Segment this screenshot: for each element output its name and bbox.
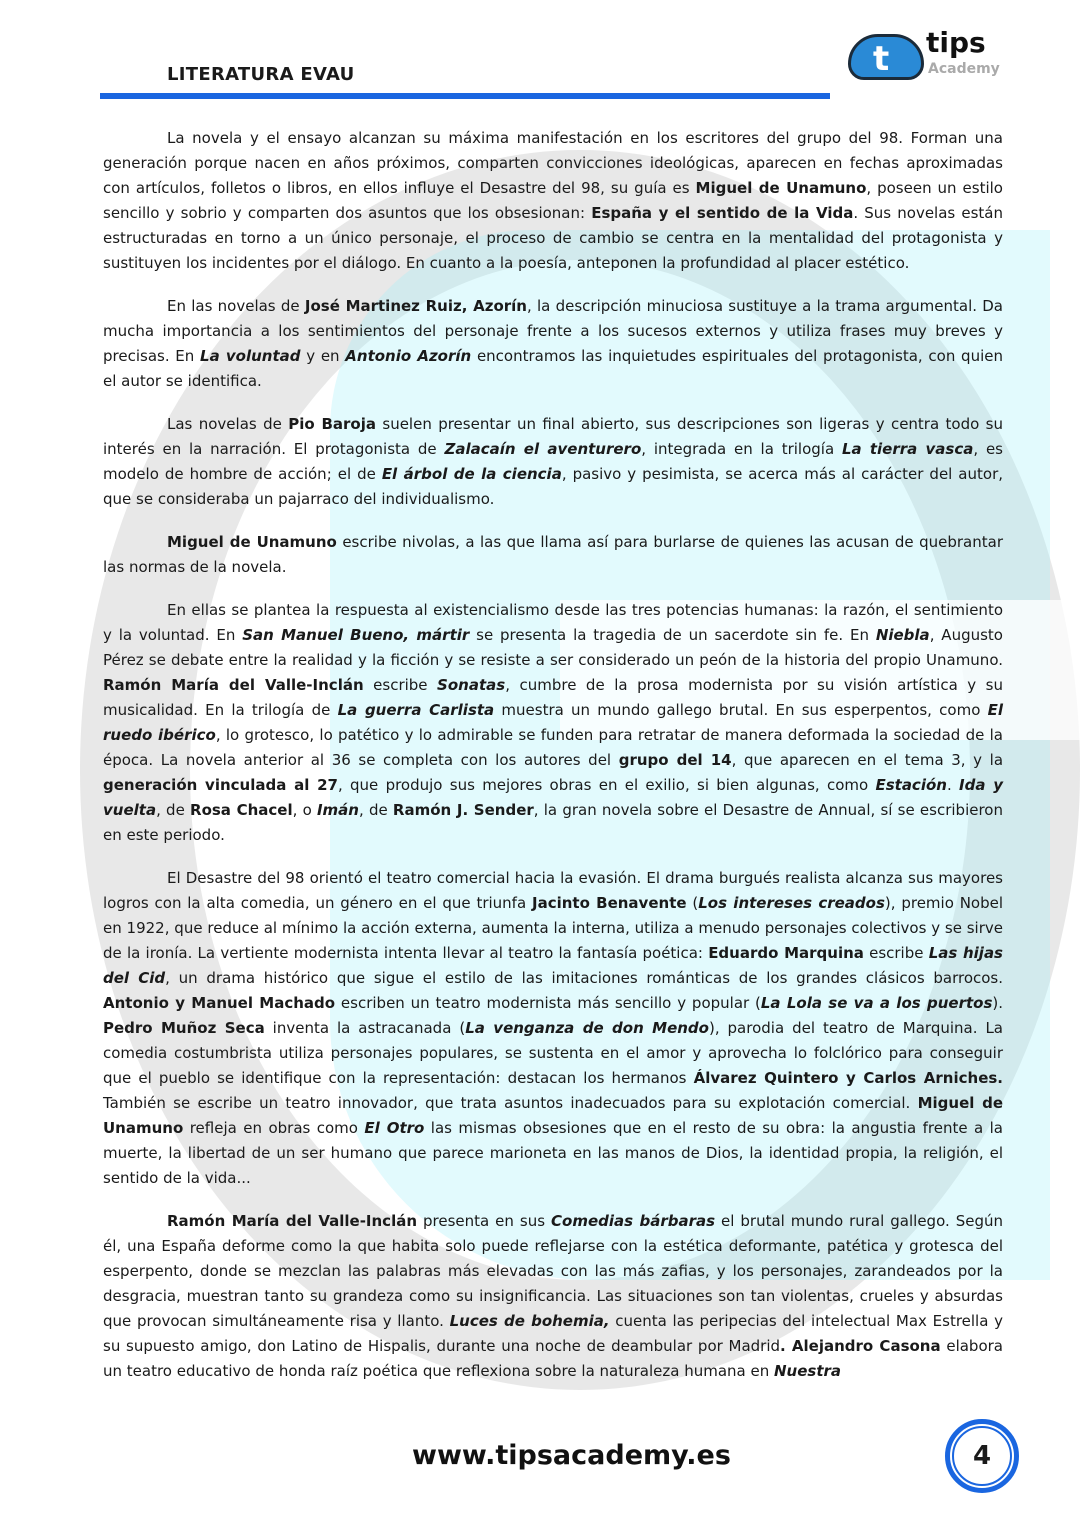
work-title: Imán — [316, 801, 359, 819]
work-title: Nuestra — [774, 1362, 842, 1380]
text-run: , poseen un estilo sencillo y sobrio y comparten dos asuntos que los obsesionan: — [103, 179, 1003, 222]
text-run: presenta en sus — [417, 1212, 551, 1230]
bold-term: . Alejandro Casona — [780, 1337, 941, 1355]
paragraph — [103, 598, 1003, 848]
text-run: suelen presentar un final abierto, sus descripciones son ligeras y centra todo su interés en la narración. El protagonista de — [103, 415, 1003, 458]
work-title: La tierra vasca — [841, 440, 974, 458]
bold-term: Miguel de Unamuno — [103, 1094, 1003, 1137]
paragraph — [103, 294, 1003, 394]
bold-term: Pedro Muñoz Seca — [103, 1019, 265, 1037]
work-title: El árbol de la ciencia — [381, 465, 562, 483]
text-run: se presenta la tragedia de un sacerdote sin fe. En — [469, 626, 876, 644]
text-run: escribe — [363, 676, 438, 694]
text-run: , que aparecen en el tema 3, y la — [731, 751, 1004, 769]
text-run: En las novelas de — [167, 297, 305, 315]
cloud-icon — [848, 34, 924, 80]
bold-term: generación vinculada al 27 — [103, 776, 338, 794]
text-run: refleja en obras como — [183, 1119, 365, 1137]
text-run: el brutal mundo rural gallego. Según él, una España deforme como la que habita solo puede reflejarse con la estética deformante, patética y grotesca del esperpento, donde se mezclan las palabras más elevadas con las más zafias, y los personajes, zarandeados por la desgracia, muestran tanto su grandeza como su insignificancia. Las situaciones son tan violentas, crueles y absurdas que provocan simultáneamente risa y llanto. — [103, 1212, 1004, 1330]
header-divider — [100, 93, 830, 99]
logo-subtext: Academy — [928, 61, 1000, 77]
text-run: muestra un mundo gallego brutal. En sus esperpentos, como — [494, 701, 988, 719]
text-run: El Desastre del 98 orientó el teatro comercial hacia la evasión. El drama burgués realista alcanza sus mayores logros con la alta comedia, un género en el que triunfa — [103, 869, 1003, 912]
text-run: encontramos las inquietudes espirituales del protagonista, con quien el autor se identifica. — [103, 347, 1003, 390]
tips-academy-logo — [848, 28, 1008, 84]
bold-term: grupo del 14 — [618, 751, 732, 769]
paragraph — [103, 1209, 1003, 1384]
work-title: Los intereses creados — [698, 894, 885, 912]
text-run: , la descripción minuciosa sustituye a la trama argumental. Da mucha importancia a los sentimientos del personaje frente a los sucesos externos y utiliza frases muy breves y precisas. En — [103, 297, 1003, 365]
page-number: 4 — [952, 1426, 1012, 1486]
work-title: Sonatas — [437, 676, 506, 694]
bold-term: Miguel de Unamuno — [167, 533, 337, 551]
bold-term: Antonio y Manuel Machado — [103, 994, 336, 1012]
bold-term: Eduardo Marquina — [708, 944, 864, 962]
text-run: , pasivo y pesimista, se acerca más al carácter del autor, que se consideraba un pajarraco del individualismo. — [103, 465, 1003, 508]
text-run: , de — [358, 801, 393, 819]
text-run: , la gran novela sobre el Desastre de Annual, sí se escribieron en este periodo. — [103, 801, 1003, 844]
paragraph — [103, 126, 1003, 276]
work-title: Las hijas del Cid — [103, 944, 1003, 987]
work-title: El ruedo ibérico — [103, 701, 1003, 744]
text-run: elabora un teatro educativo de honda raíz poética que reflexiona sobre la naturaleza humana en — [103, 1337, 1003, 1380]
text-run: , Augusto Pérez se debate entre la realidad y la ficción y se resiste a ser considerado un peón de la historia del propio Unamuno. — [103, 626, 1003, 669]
text-run: , cumbre de la prosa modernista por su visión artística y su musicalidad. En la trilogía de — [103, 676, 1003, 719]
text-run: En ellas se plantea la respuesta al existencialismo desde las tres potencias humanas: la razón, el sentimiento y la voluntad. En — [103, 601, 1003, 644]
text-run: ), premio Nobel en 1922, que reduce al mínimo la acción externa, aumenta la interna, utiliza a menudo personajes colectivos y se sirve de la ironía. La vertiente modernista intenta llevar al teatro la fantasía poética: — [103, 894, 1004, 962]
text-run: escriben un teatro modernista más sencillo y popular ( — [335, 994, 761, 1012]
text-run: , o — [292, 801, 317, 819]
work-title: Antonio Azorín — [345, 347, 472, 365]
text-run: , lo grotesco, lo patético y lo admirable se funden para retratar de manera deformada la sociedad de la época. La novela anterior al 36 se completa con los autores del — [103, 726, 1003, 769]
text-run: , integrada en la trilogía — [641, 440, 842, 458]
footer-website: www.tipsacademy.es — [412, 1440, 731, 1471]
text-run: . Sus novelas están estructuradas en torno a un único personaje, el proceso de cambio se centra en la mentalidad del protagonista y sustituyen los incidentes por el diálogo. En cuanto a la poesía, anteponen la profundidad al placer estético. — [103, 204, 1003, 272]
paragraph — [103, 866, 1003, 1191]
text-run: . — [946, 776, 960, 794]
text-run: cuenta las peripecias del intelectual Max Estrella y su supuesto amigo, don Latino de Hispalis, durante una noche de deambular por Madrid — [103, 1312, 1004, 1355]
text-run: ). — [992, 994, 1003, 1012]
bold-term: España y el sentido de la Vida — [591, 204, 854, 222]
work-title: Estación — [875, 776, 947, 794]
text-run: La novela y el ensayo alcanzan su máxima manifestación en los escritores del grupo del 98. Forman una generación porque nacen en años próximos, comparten convicciones ideológicas, aparecen en fechas aproximadas con artículos, folletos o libros, en ellos influye el Desastre del 98, su guía es — [103, 129, 1003, 197]
work-title: La guerra Carlista — [337, 701, 495, 719]
text-run: y en — [300, 347, 346, 365]
bold-term: Pio Baroja — [288, 415, 376, 433]
work-title: Comedias bárbaras — [551, 1212, 716, 1230]
text-run: , de — [156, 801, 191, 819]
work-title: La venganza de don Mendo — [465, 1019, 709, 1037]
work-title: Ida y vuelta — [103, 776, 1003, 819]
bold-term: Ramón J. Sender — [392, 801, 534, 819]
logo-text: tips — [926, 26, 986, 59]
work-title: El Otro — [364, 1119, 425, 1137]
text-run: , que produjo sus mejores obras en el exilio, si bien algunas, como — [337, 776, 876, 794]
text-run: ( — [686, 894, 699, 912]
bold-term: Ramón María del Valle-Inclán — [167, 1212, 418, 1230]
bold-term: Rosa Chacel — [190, 801, 293, 819]
bold-term: José Martinez Ruiz, Azorín — [304, 297, 527, 315]
work-title: La voluntad — [200, 347, 301, 365]
work-title: San Manuel Bueno, mártir — [242, 626, 470, 644]
work-title: La Lola se va a los puertos — [760, 994, 993, 1012]
text-run: inventa la astracanada ( — [264, 1019, 466, 1037]
document-body — [103, 126, 1003, 1402]
document-header-title: LITERATURA EVAU — [167, 64, 355, 85]
work-title: Zalacaín el aventurero — [444, 440, 642, 458]
text-run: las mismas obsesiones que en el resto de su obra: la angustia frente a la muerte, la libertad de un ser humano que parece marioneta en las manos de Dios, la identidad propia, la religión, el sentido de la vida... — [103, 1119, 1003, 1187]
text-run: ), parodia del teatro de Marquina. La comedia costumbrista utiliza personajes populares, se sustenta en el amor y aprovecha lo folclórico para conseguir que el pueblo se identifique con la representación: destacan los hermanos — [103, 1019, 1003, 1087]
text-run: Las novelas de — [167, 415, 289, 433]
text-run: , es modelo de hombre de acción; el de — [103, 440, 1003, 483]
text-run: escribe nivolas, a las que llama así para burlarse de quienes las acusan de quebrantar las normas de la novela. — [103, 533, 1003, 576]
bold-term: Ramón María del Valle-Inclán — [103, 676, 364, 694]
paragraph — [103, 412, 1003, 512]
logo-letter: t — [873, 39, 890, 79]
page-number-badge — [945, 1419, 1019, 1493]
work-title: Luces de bohemia, — [449, 1312, 610, 1330]
bold-term: Álvarez Quintero y Carlos Arniches. — [693, 1069, 1003, 1087]
text-run: , un drama histórico que sigue el estilo de las imitaciones románticas de los grandes clásicos barrocos. — [165, 969, 1004, 987]
bold-term: Miguel de Unamuno — [695, 179, 867, 197]
bold-term: Jacinto Benavente — [531, 894, 687, 912]
text-run: escribe — [863, 944, 929, 962]
text-run: También se escribe un teatro innovador, que trata asuntos inadecuados para su explotación comercial. — [103, 1094, 918, 1112]
paragraph — [103, 530, 1003, 580]
work-title: Niebla — [875, 626, 930, 644]
